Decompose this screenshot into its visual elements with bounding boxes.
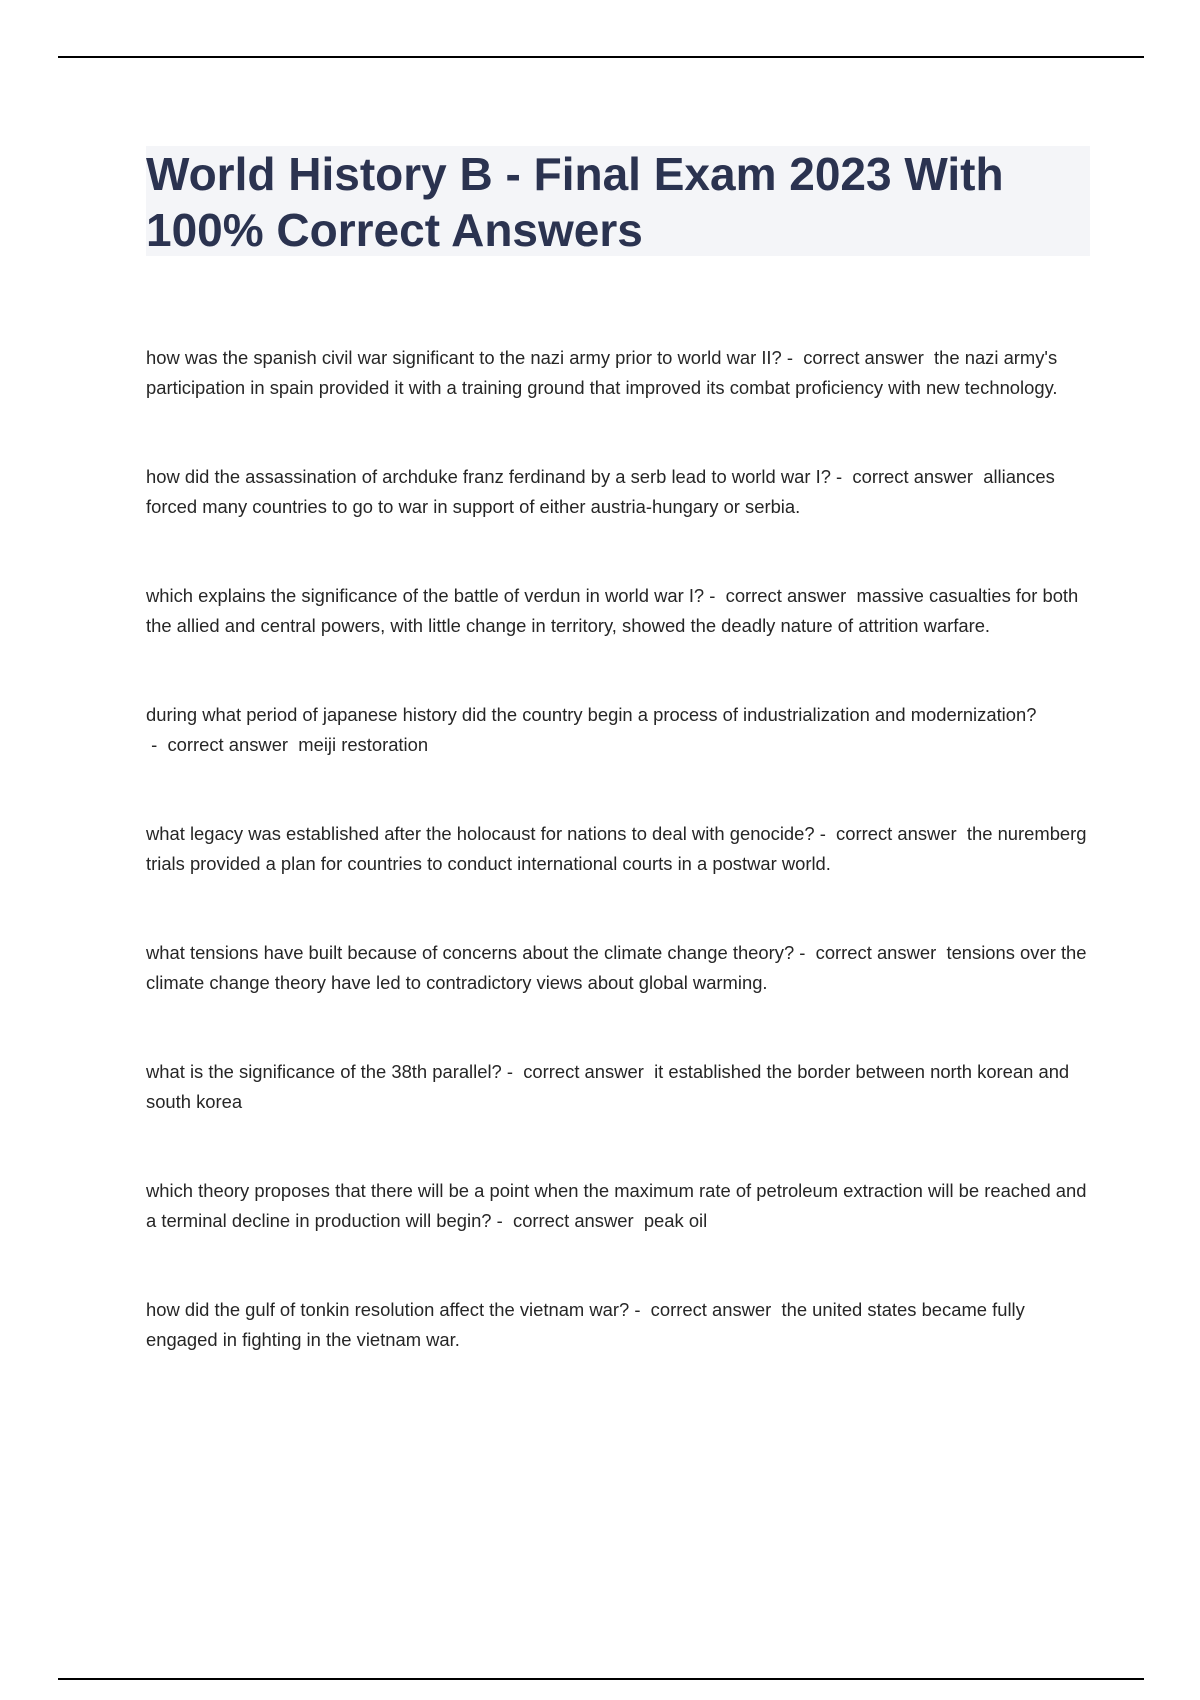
answer-text: massive casualties for both the allied and central powers, with little change in territory, showed the deadly nature of attrition warfare. xyxy=(146,585,1079,636)
question-text: during what period of japanese history did the country begin a process of industrialization and modernization? xyxy=(146,704,1037,725)
answer-separator: - correct answer xyxy=(629,1299,782,1320)
qa-item-8 xyxy=(146,1176,1096,1235)
qa-item-9 xyxy=(146,1295,1096,1354)
qa-item-1 xyxy=(146,343,1096,402)
question-text: what is the significance of the 38th parallel? xyxy=(146,1061,502,1082)
qa-item-5 xyxy=(146,819,1096,878)
answer-separator: - correct answer xyxy=(781,347,935,368)
question-text: what legacy was established after the holocaust for nations to deal with genocide? xyxy=(146,823,815,844)
qa-item-7 xyxy=(146,1057,1096,1116)
answer-text: the nuremberg trials provided a plan for countries to conduct international courts in a postwar world. xyxy=(146,823,1087,874)
question-text: how was the spanish civil war significant to the nazi army prior to world war II? xyxy=(146,347,782,368)
answer-text: it established the border between north korean and south korea xyxy=(146,1061,1070,1112)
answer-text: alliances forced many countries to go to war in support of either austria-hungary or serbia. xyxy=(146,466,1055,517)
question-text: what tensions have built because of concerns about the climate change theory? xyxy=(146,942,795,963)
top-rule xyxy=(58,56,1144,58)
page-title: World History B - Final Exam 2023 With 100% Correct Answers xyxy=(146,148,1004,256)
answer-text: peak oil xyxy=(643,1209,708,1231)
answer-separator: - correct answer xyxy=(146,733,299,755)
answer-text: the united states became fully engaged in fighting in the vietnam war. xyxy=(146,1299,1025,1350)
qa-list xyxy=(146,343,1096,1354)
answer-separator: - correct answer xyxy=(501,1061,655,1082)
answer-separator: - correct answer xyxy=(491,1209,644,1231)
answer-separator: - correct answer xyxy=(794,942,947,963)
answer-separator: - correct answer xyxy=(830,466,984,487)
question-text: how did the gulf of tonkin resolution affect the vietnam war? xyxy=(146,1299,630,1320)
qa-item-6 xyxy=(146,938,1096,997)
answer-text: the nazi army's participation in spain provided it with a training ground that improved its combat proficiency with new technology. xyxy=(146,347,1058,398)
qa-item-3 xyxy=(146,581,1096,640)
answer-separator: - correct answer xyxy=(814,823,967,844)
question-text: which explains the significance of the battle of verdun in world war I? xyxy=(146,585,705,606)
question-text: how did the assassination of archduke franz ferdinand by a serb lead to world war I? xyxy=(146,466,831,487)
question-text: which theory proposes that there will be a point when the maximum rate of petroleum extraction will be reached and a terminal decline in production will begin? xyxy=(146,1180,1087,1231)
qa-item-4 xyxy=(146,700,1096,759)
title-block xyxy=(146,146,1090,256)
answer-text: meiji restoration xyxy=(298,733,429,755)
answer-text: tensions over the climate change theory have led to contradictory views about global warming. xyxy=(146,942,1087,993)
bottom-rule xyxy=(58,1678,1144,1680)
answer-separator: - correct answer xyxy=(704,585,857,606)
qa-item-2 xyxy=(146,462,1096,521)
